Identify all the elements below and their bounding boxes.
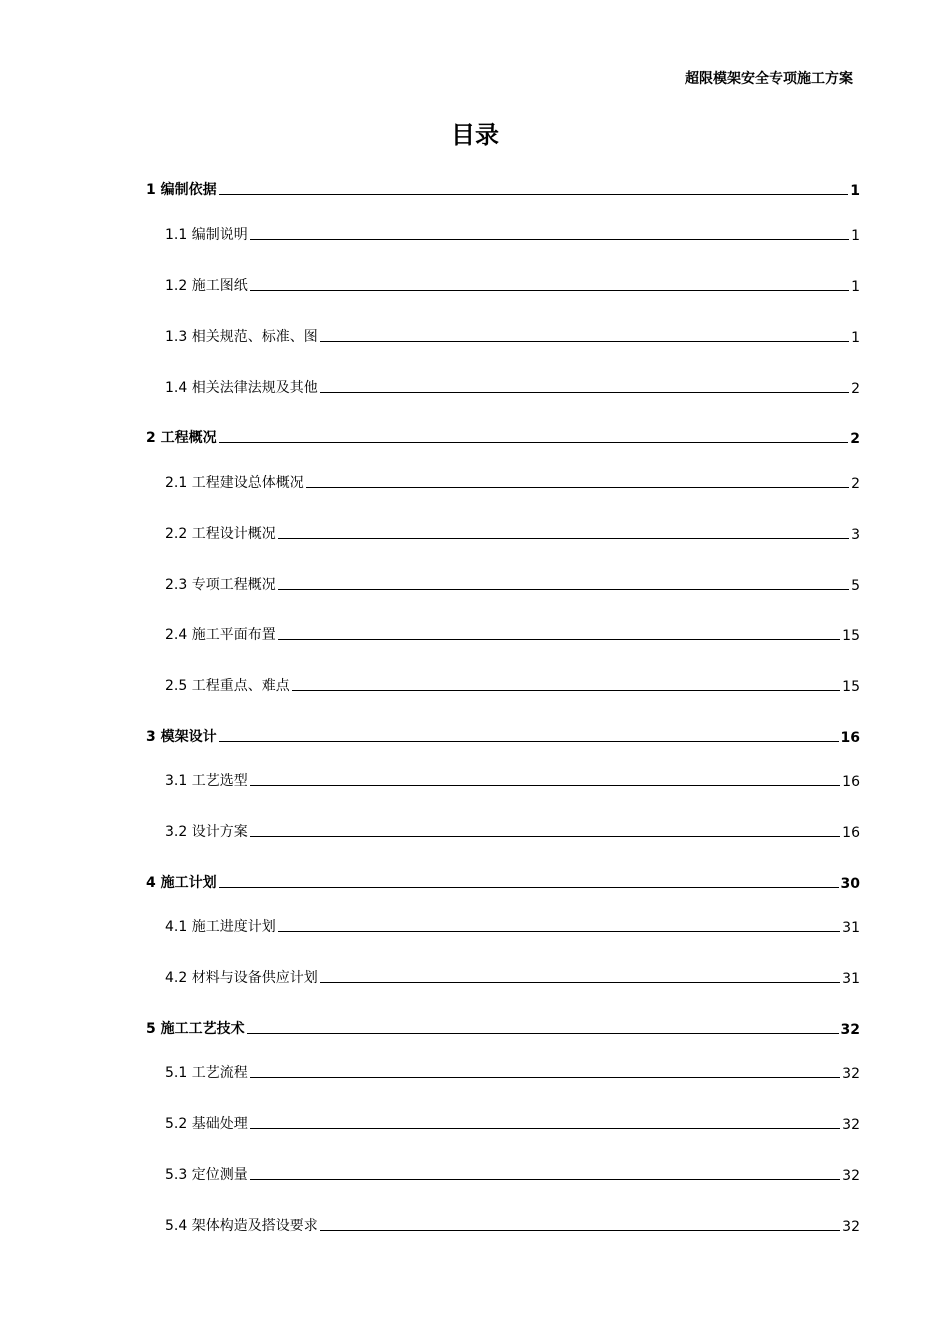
toc-page-number: 31 — [842, 920, 860, 936]
toc-title: 目录 — [451, 121, 499, 149]
toc-page-number: 30 — [840, 876, 860, 892]
toc-entry[interactable] — [165, 324, 860, 346]
toc-page-number: 15 — [842, 679, 860, 695]
toc-entry-label: 1.1 编制说明 — [165, 227, 248, 243]
toc-leader-line — [320, 1230, 840, 1231]
toc-leader-line — [219, 741, 839, 742]
toc-entry-label: 2 工程概况 — [146, 430, 217, 446]
toc-entry[interactable] — [165, 273, 860, 295]
toc-entry[interactable] — [165, 222, 860, 244]
toc-entry-label: 5 施工工艺技术 — [146, 1021, 245, 1037]
toc-entry-label: 2.2 工程设计概况 — [165, 526, 276, 542]
toc-leader-line — [250, 836, 840, 837]
toc-entry[interactable] — [165, 375, 860, 397]
toc-entry-label: 4 施工计划 — [146, 875, 217, 891]
toc-leader-line — [250, 1128, 840, 1129]
toc-entry-label: 1.4 相关法律法规及其他 — [165, 380, 318, 396]
toc-leader-line — [247, 1033, 839, 1034]
toc-entry[interactable] — [165, 1213, 860, 1235]
toc-entry[interactable] — [146, 870, 860, 892]
toc-page-number: 3 — [851, 527, 860, 543]
toc-entry[interactable] — [165, 1111, 860, 1133]
toc-leader-line — [250, 1077, 840, 1078]
toc-entry[interactable] — [165, 521, 860, 543]
toc-leader-line — [278, 589, 849, 590]
toc-page-number: 1 — [850, 183, 860, 199]
page-header: 超限模架安全专项施工方案 — [685, 71, 853, 87]
toc-page-number: 2 — [850, 431, 860, 447]
toc-entry[interactable] — [146, 1016, 860, 1038]
toc-entry[interactable] — [165, 819, 860, 841]
toc-entry-label: 3.2 设计方案 — [165, 824, 248, 840]
toc-page-number: 2 — [851, 381, 860, 397]
toc-page-number: 32 — [842, 1117, 860, 1133]
toc-entry[interactable] — [165, 470, 860, 492]
toc-page-number: 32 — [842, 1219, 860, 1235]
toc-entry[interactable] — [146, 177, 860, 199]
toc-page-number: 32 — [842, 1066, 860, 1082]
toc-entry-label: 5.2 基础处理 — [165, 1116, 248, 1132]
toc-leader-line — [250, 785, 840, 786]
toc-leader-line — [219, 442, 849, 443]
toc-entry[interactable] — [165, 673, 860, 695]
toc-entry-label: 2.5 工程重点、难点 — [165, 678, 290, 694]
toc-entry[interactable] — [146, 425, 860, 447]
toc-entry-label: 3 模架设计 — [146, 729, 217, 745]
toc-leader-line — [306, 487, 849, 488]
toc-entry-label: 2.1 工程建设总体概况 — [165, 475, 304, 491]
toc-entry[interactable] — [165, 1060, 860, 1082]
toc-page-number: 5 — [851, 578, 860, 594]
toc-entry[interactable] — [165, 965, 860, 987]
toc-leader-line — [320, 392, 849, 393]
toc-leader-line — [320, 982, 840, 983]
toc-entry[interactable] — [165, 622, 860, 644]
toc-entry[interactable] — [146, 724, 860, 746]
toc-entry[interactable] — [165, 572, 860, 594]
toc-entry[interactable] — [165, 914, 860, 936]
toc-page-number: 32 — [842, 1168, 860, 1184]
toc-entry-label: 1.2 施工图纸 — [165, 278, 248, 294]
toc-page-number: 32 — [840, 1022, 860, 1038]
toc-leader-line — [278, 639, 840, 640]
toc-entry-label: 3.1 工艺选型 — [165, 773, 248, 789]
toc-entry[interactable] — [165, 1162, 860, 1184]
toc-leader-line — [250, 290, 849, 291]
toc-leader-line — [292, 690, 840, 691]
toc-entry-label: 1.3 相关规范、标准、图 — [165, 329, 318, 345]
toc-page-number: 1 — [851, 279, 860, 295]
toc-page-number: 16 — [840, 730, 860, 746]
toc-leader-line — [219, 887, 839, 888]
toc-entry-label: 5.4 架体构造及搭设要求 — [165, 1218, 318, 1234]
toc-page-number: 1 — [851, 228, 860, 244]
toc-page-number: 31 — [842, 971, 860, 987]
toc-leader-line — [320, 341, 849, 342]
toc-entry-label: 5.1 工艺流程 — [165, 1065, 248, 1081]
toc-page-number: 15 — [842, 628, 860, 644]
toc-leader-line — [219, 194, 849, 195]
toc-page-number: 16 — [842, 774, 860, 790]
toc-entry-label: 4.1 施工进度计划 — [165, 919, 276, 935]
toc-page-number: 1 — [851, 330, 860, 346]
toc-entry[interactable] — [165, 768, 860, 790]
toc-entry-label: 1 编制依据 — [146, 182, 217, 198]
toc-entry-label: 4.2 材料与设备供应计划 — [165, 970, 318, 986]
toc-entry-label: 2.4 施工平面布置 — [165, 627, 276, 643]
toc-leader-line — [278, 931, 840, 932]
toc-leader-line — [250, 1179, 840, 1180]
toc-page-number: 2 — [851, 476, 860, 492]
toc-leader-line — [250, 239, 849, 240]
toc-page-number: 16 — [842, 825, 860, 841]
toc-entry-label: 5.3 定位测量 — [165, 1167, 248, 1183]
toc-entry-label: 2.3 专项工程概况 — [165, 577, 276, 593]
toc-leader-line — [278, 538, 849, 539]
